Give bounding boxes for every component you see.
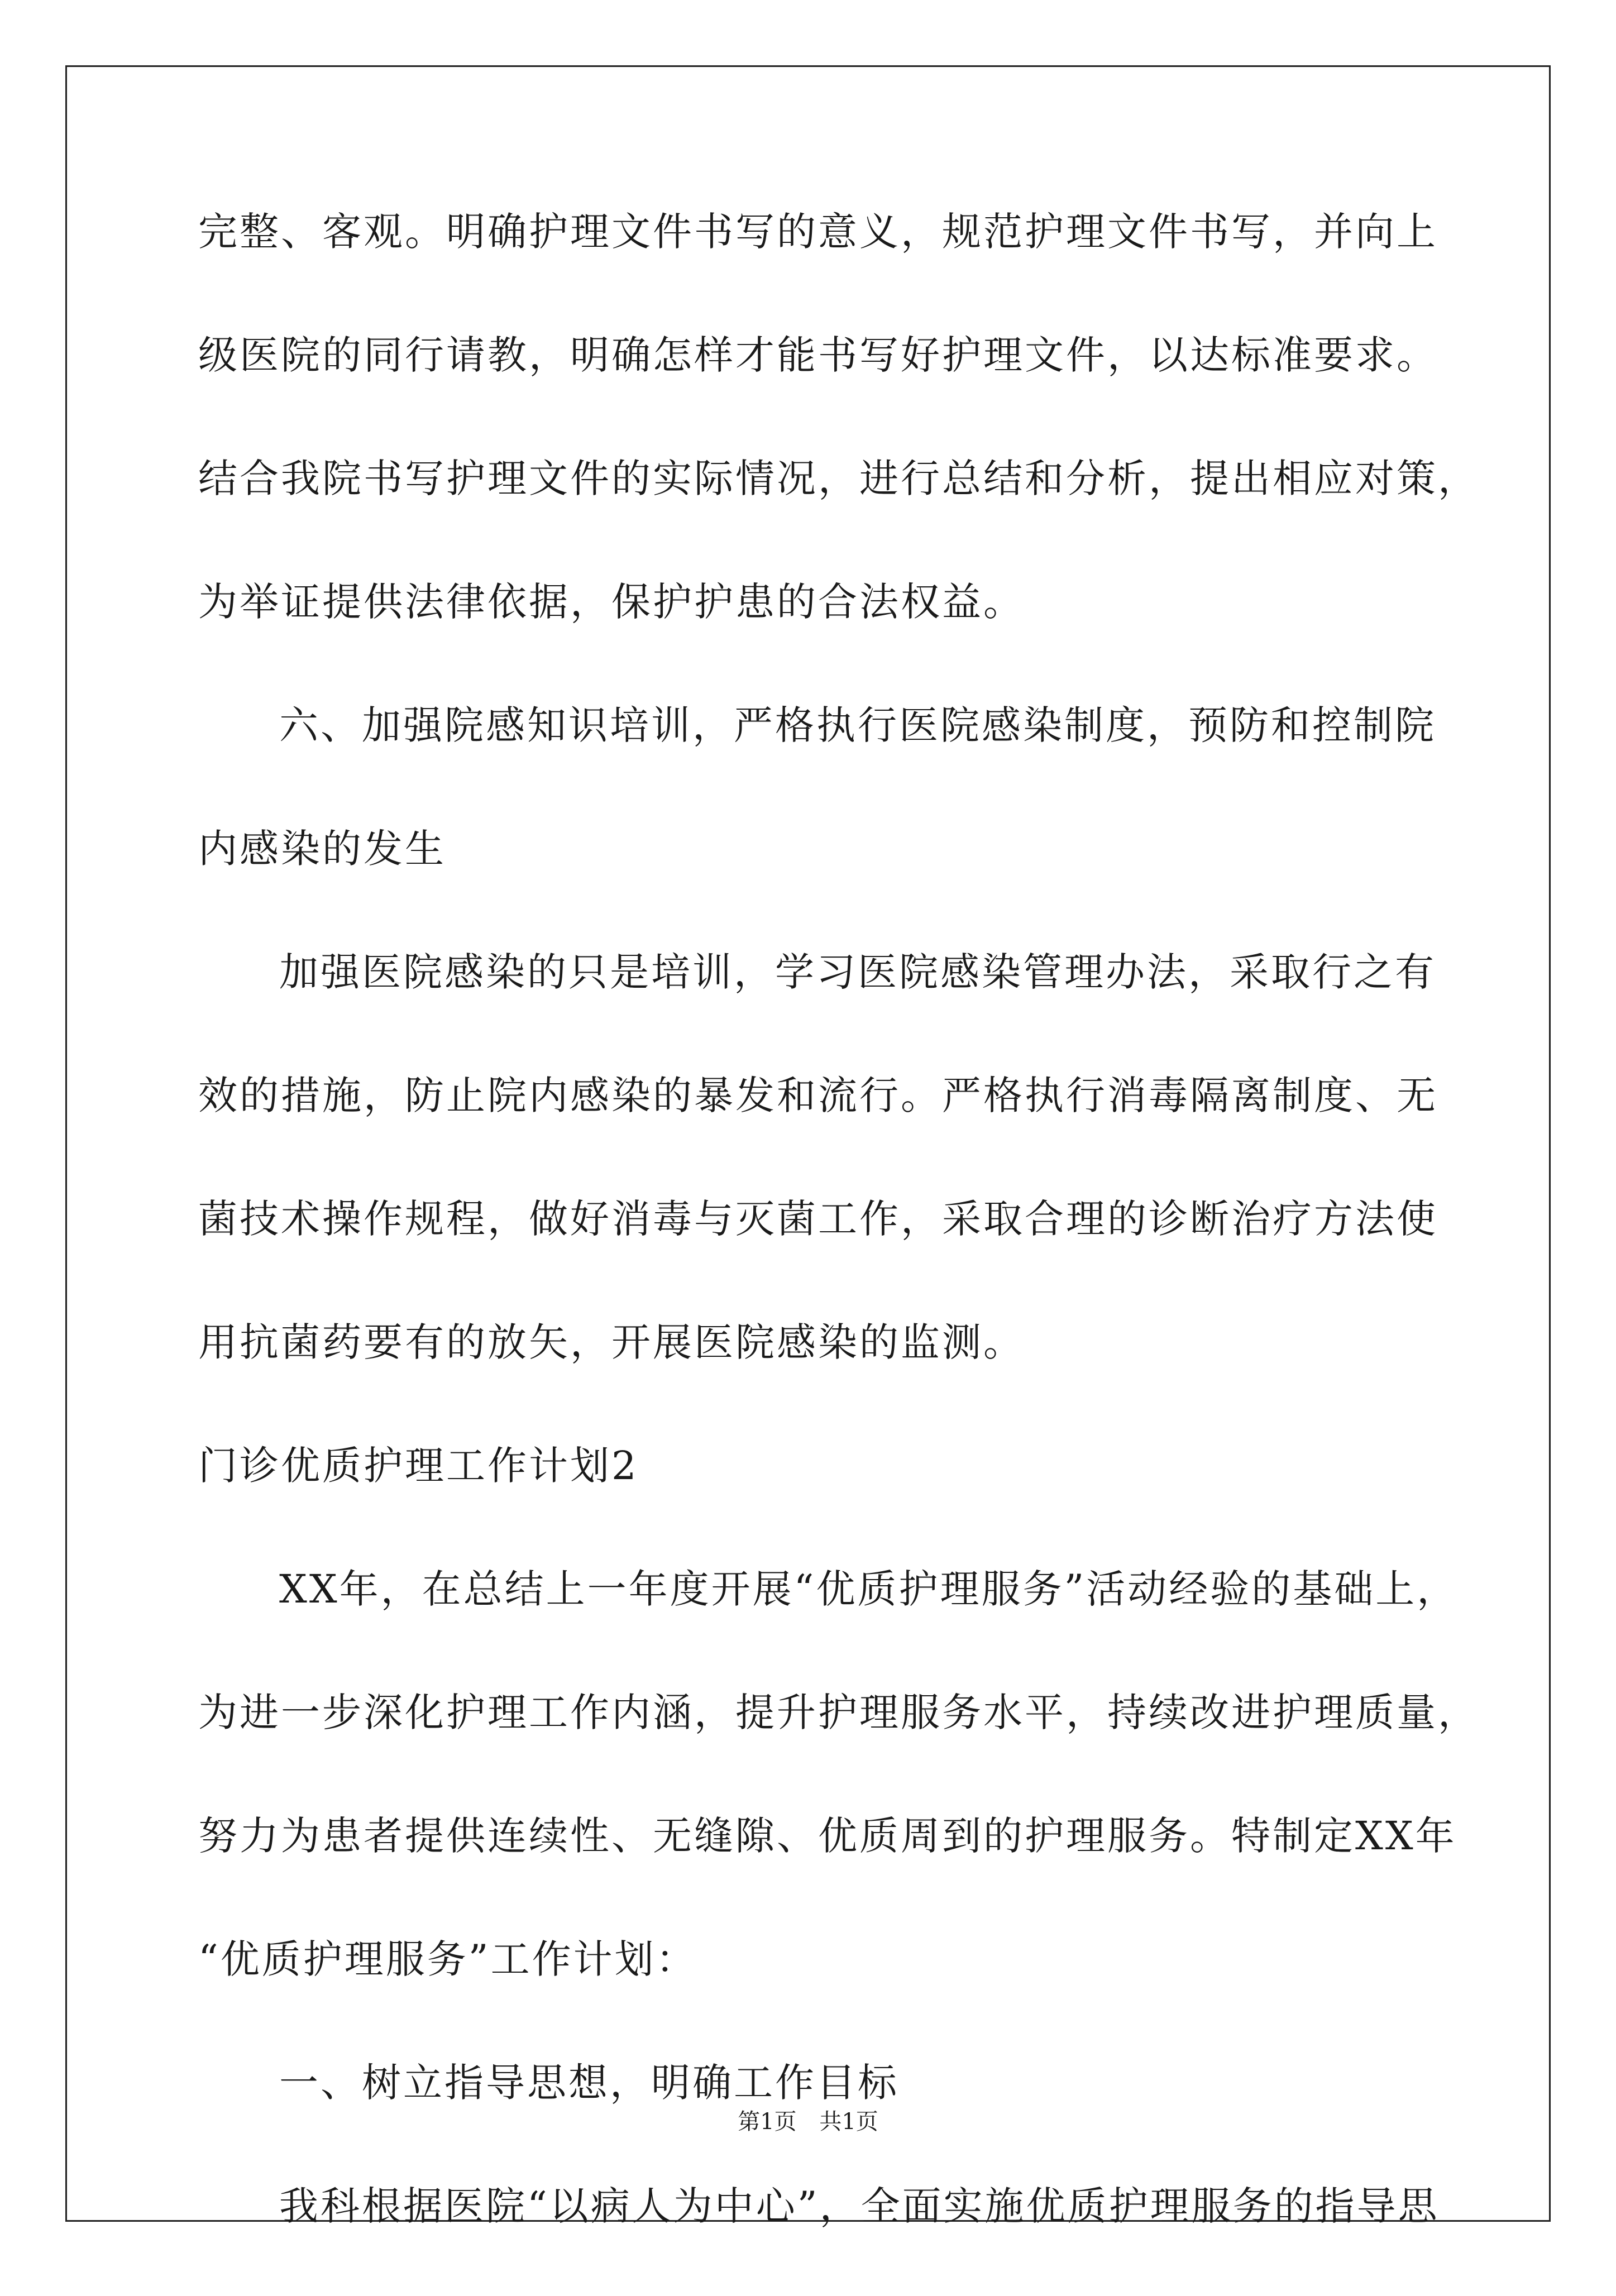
text-line: “优质护理服务”工作计划：: [198, 1936, 697, 1982]
text-line: 菌技术操作规程，做好消毒与灭菌工作，采取合理的诊断治疗方法使: [198, 1196, 1438, 1242]
text-line: 效的措施，防止院内感染的暴发和流行。严格执行消毒隔离制度、无: [198, 1073, 1438, 1118]
text-line: 完整、客观。明确护理文件书写的意义，规范护理文件书写，并向上: [198, 209, 1438, 255]
page-footer: [0, 2105, 1616, 2139]
page-number: 第1页: [738, 2109, 797, 2135]
document-body: [198, 198, 1479, 2296]
text-line: 级医院的同行请教，明确怎样才能书写好护理文件，以达标准要求。: [198, 332, 1438, 378]
text-line: 我科根据医院“以病人为中心”，全面实施优质护理服务的指导思: [279, 2183, 1440, 2229]
section-heading-1: 一、树立指导思想，明确工作目标: [279, 2060, 899, 2106]
section-heading-6-cont: 内感染的发生: [198, 826, 446, 872]
document-subtitle: 门诊优质护理工作计划2: [198, 1443, 639, 1489]
text-line: 结合我院书写护理文件的实际情况，进行总结和分析，提出相应对策，: [198, 456, 1479, 501]
text-line: 用抗菌药要有的放矢，开展医院感染的监测。: [198, 1319, 1025, 1365]
section-heading-6: 六、加强院感知识培训，严格执行医院感染制度，预防和控制院: [279, 702, 1436, 748]
text-line: 为进一步深化护理工作内涵，提升护理服务水平，持续改进护理质量，: [198, 1690, 1479, 1735]
text-line: 努力为患者提供连续性、无缝隙、优质周到的护理服务。特制定XX年: [198, 1813, 1457, 1859]
page-total: 共1页: [819, 2109, 878, 2135]
text-line: XX年，在总结上一年度开展“优质护理服务”活动经验的基础上，: [279, 1566, 1459, 1612]
text-line: 加强医院感染的只是培训，学习医院感染管理办法，采取行之有: [279, 949, 1436, 995]
text-line: 为举证提供法律依据，保护护患的合法权益。: [198, 579, 1025, 625]
